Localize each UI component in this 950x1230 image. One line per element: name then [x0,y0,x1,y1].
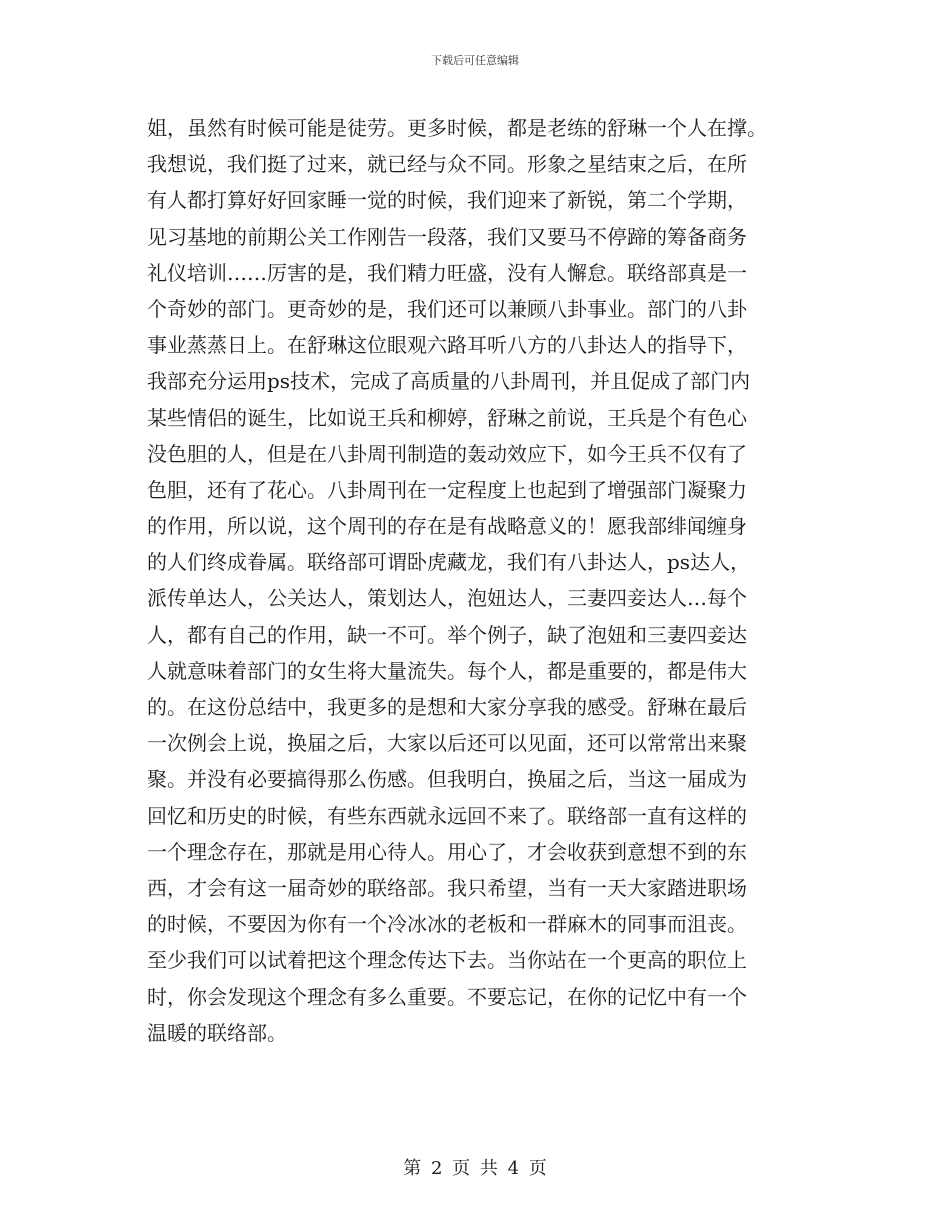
text-line: 人就意味着部门的女生将大量流失。每个人，都是重要的，都是伟大 [147,658,747,683]
text-line: 时，你会发现这个理念有多么重要。不要忘记，在你的记忆中有一个 [147,984,747,1009]
text-line: 的作用，所以说，这个周刊的存在是有战略意义的！愿我部绯闻缠身 [147,514,747,539]
text-line: 聚。并没有必要搞得那么伤感。但我明白，换届之后，当这一届成为 [147,767,747,792]
text-line: 有人都打算好好回家睡一觉的时候，我们迎来了新锐，第二个学期， [147,188,747,213]
text-line: 一个理念存在，那就是用心待人。用心了，才会收获到意想不到的东 [147,839,747,864]
text-line: 温暖的联络部。 [147,1020,287,1045]
text-line: 我想说，我们挺了过来，就已经与众不同。形象之星结束之后，在所 [147,152,747,177]
page-number: 第 2 页 共 4 页 [403,1158,547,1179]
text-line: 回忆和历史的时候，有些东西就永远回不来了。联络部一直有这样的 [147,803,747,828]
text-line: 西，才会有这一届奇妙的联络部。我只希望，当有一天大家踏进职场 [147,875,747,900]
text-line: 个奇妙的部门。更奇妙的是，我们还可以兼顾八卦事业。部门的八卦 [147,296,747,321]
text-line: 某些情侣的诞生，比如说王兵和柳婷，舒琳之前说，王兵是个有色心 [147,405,747,430]
text-line: 色胆，还有了花心。八卦周刊在一定程度上也起到了增强部门凝聚力 [147,477,747,502]
text-line: 我部充分运用ps技术，完成了高质量的八卦周刊，并且促成了部门内 [147,369,751,394]
text-line: 事业蒸蒸日上。在舒琳这位眼观六路耳听八方的八卦达人的指导下， [147,333,747,358]
text-line: 派传单达人，公关达人，策划达人，泡妞达人，三妻四妾达人…每个 [147,586,747,611]
text-line: 的人们终成眷属。联络部可谓卧虎藏龙，我们有八卦达人，ps达人， [147,550,751,575]
document-body [147,110,807,1051]
text-line: 一次例会上说，换届之后，大家以后还可以见面，还可以常常出来聚 [147,731,747,756]
text-line: 没色胆的人，但是在八卦周刊制造的轰动效应下，如今王兵不仅有了 [147,441,747,466]
page-header: 下载后可任意编辑 [431,54,519,67]
text-line: 至少我们可以试着把这个理念传达下去。当你站在一个更高的职位上 [147,948,747,973]
text-line: 人，都有自己的作用，缺一不可。举个例子，缺了泡妞和三妻四妾达 [147,622,747,647]
text-line: 礼仪培训……厉害的是，我们精力旺盛，没有人懈怠。联络部真是一 [147,260,747,285]
text-line: 的。在这份总结中，我更多的是想和大家分享我的感受。舒琳在最后 [147,695,747,719]
text-line: 的时候，不要因为你有一个冷冰冰的老板和一群麻木的同事而沮丧。 [147,912,747,937]
text-line: 姐，虽然有时候可能是徒劳。更多时候，都是老练的舒琳一个人在撑。 [147,116,767,140]
text-line: 见习基地的前期公关工作刚告一段落，我们又要马不停蹄的筹备商务 [147,224,747,249]
